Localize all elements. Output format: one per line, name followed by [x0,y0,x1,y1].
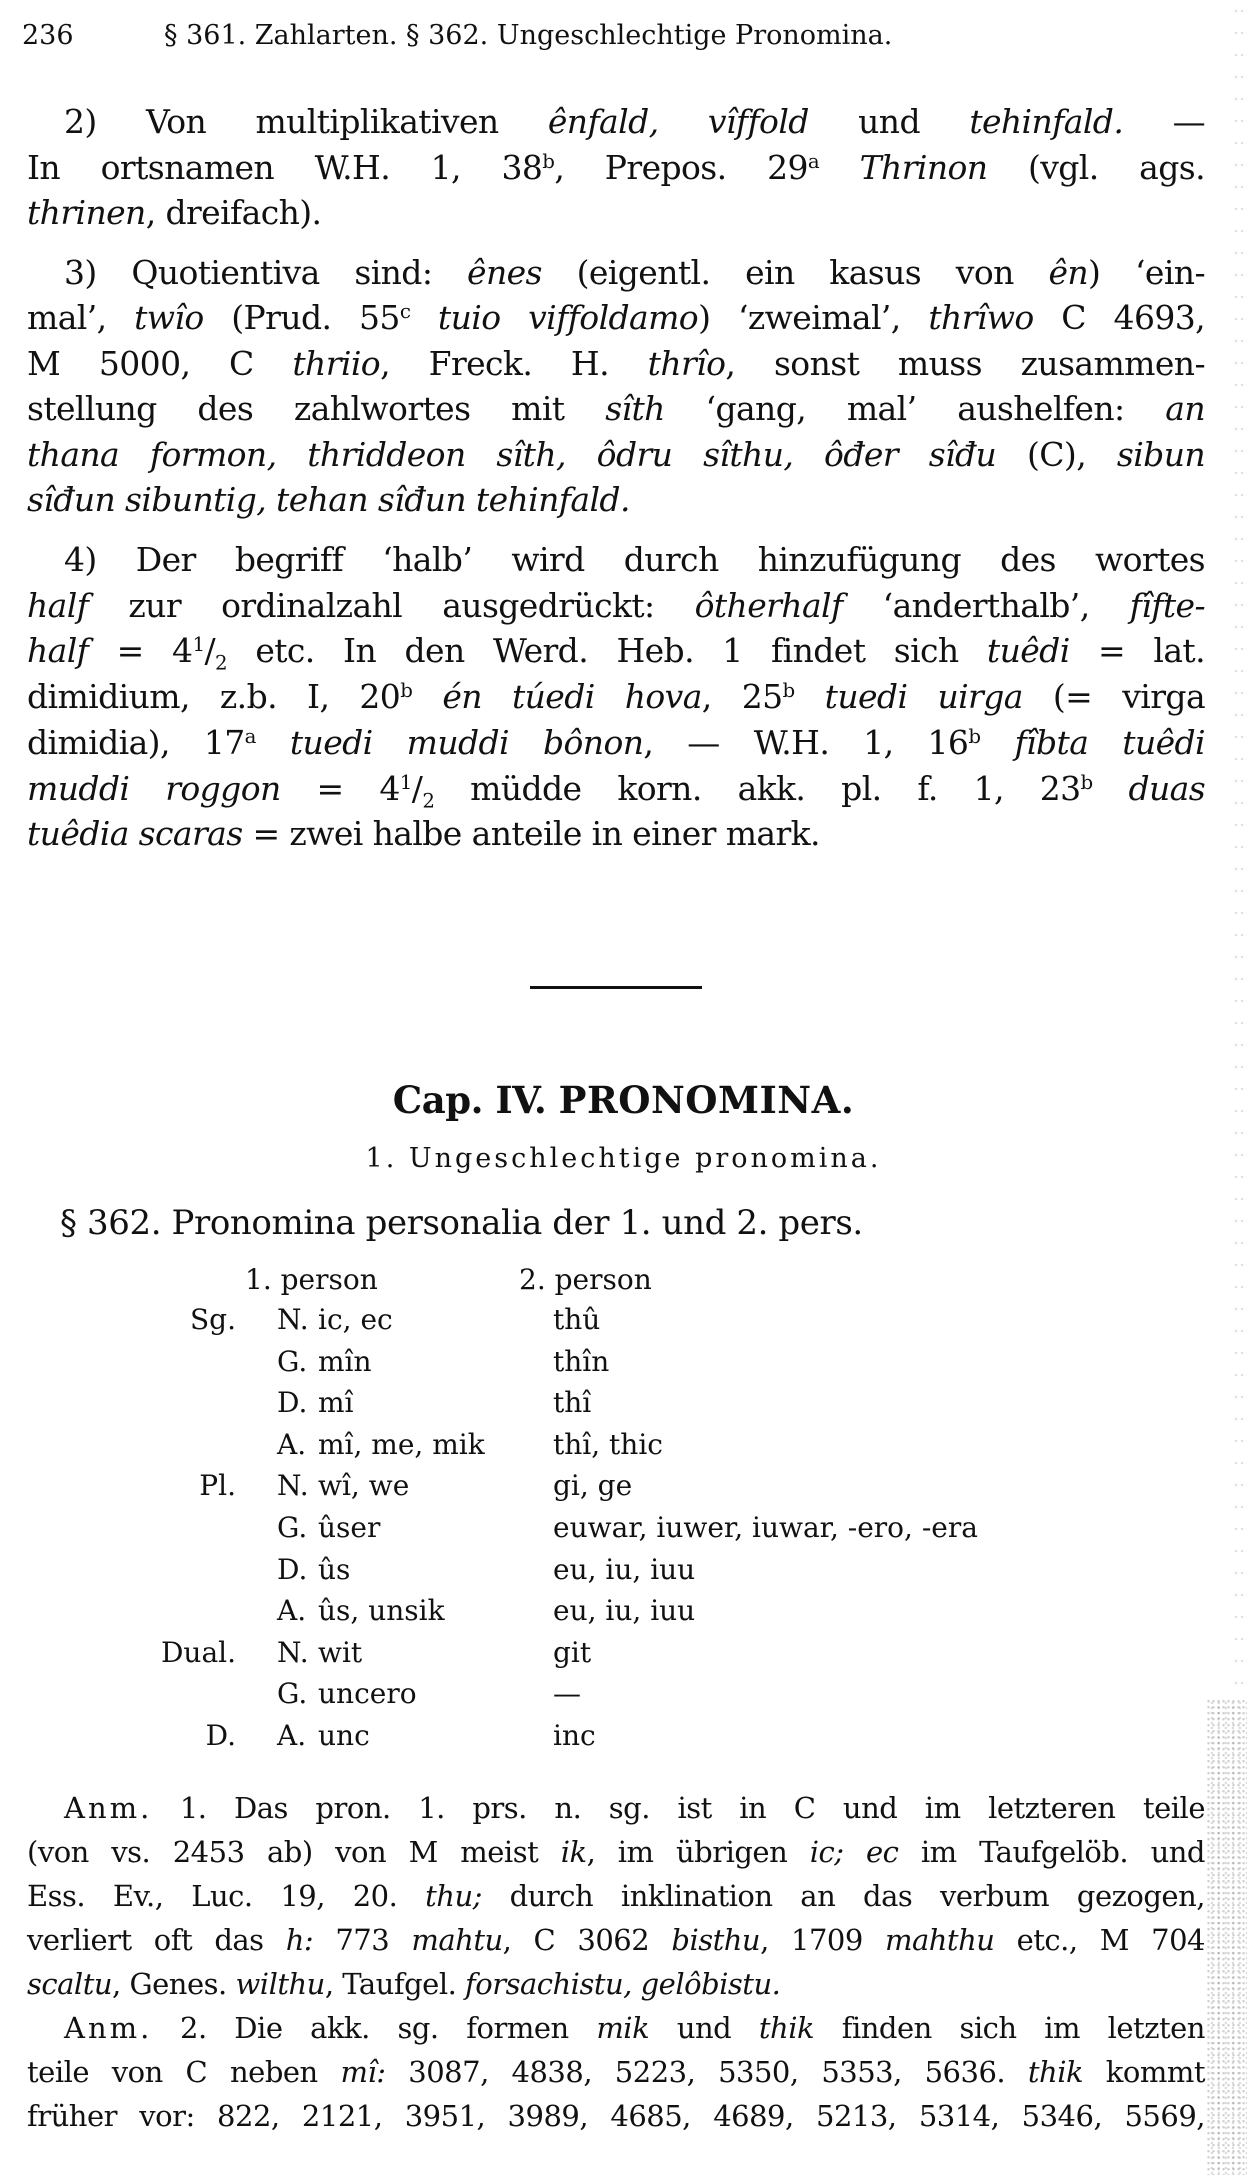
section-heading: § 362. Pronomina personalia der 1. und 2. pers. [60,1203,863,1243]
first-person-form: mî [318,1386,354,1420]
first-person-form: uncero [318,1677,417,1711]
para4-line5: dimidia), 17$^a$ tuedi muddi bônon, — W.H. 1, 16$^b$ fîbta tuêdi [27,723,1206,762]
anm1-line1: Anm. 1. Das pron. 1. prs. n. sg. ist in C und im letzteren teile [64,1791,1205,1825]
second-person-form: inc [553,1719,596,1752]
second-person-form: git [553,1635,592,1669]
first-person-form: mî, me, mik [318,1427,485,1461]
chapter-subtitle: 1. Ungeschlechtige pronomina. [365,1143,882,1174]
row-group-label: Pl. [199,1469,236,1503]
row-case-label: N. [277,1635,309,1669]
anm2-line1: Anm. 2. Die akk. sg. formen mik und thik finden sich im letzten [64,2011,1205,2045]
row-group-label: D. [205,1719,236,1752]
row-case-label: A. [277,1719,307,1752]
second-person-form: thî, thic [553,1427,663,1461]
first-person-form: ûs [318,1552,351,1586]
second-person-form: thîn [553,1344,610,1378]
para4-line7: tuêdia scaras = zwei halbe anteile in einer mark. [27,814,820,853]
para2-line3: thrinen, dreifach). [27,193,322,232]
chapter-title: Cap. IV. PRONOMINA. [392,1078,855,1122]
para2-line1: 2) Von multiplikativen ênfald, vîffold und tehinfald. — [64,102,1205,141]
first-person-form: ûs, unsik [318,1594,445,1628]
column-header-1st-person: 1. person [245,1263,378,1296]
column-header-2nd-person: 2. person [519,1263,652,1296]
para3-line6: sîđun sibuntig, tehan sîđun tehinfald. [27,480,630,519]
first-person-form: wî, we [318,1469,410,1503]
second-person-form: gi, ge [553,1469,633,1503]
second-person-form: thî [553,1386,592,1420]
anm1-line3: Ess. Ev., Luc. 19, 20. thu; durch inklination an das verbum gezogen, [27,1879,1205,1913]
row-case-label: D. [277,1552,308,1586]
running-title: § 361. Zahlarten. § 362. Ungeschlechtige Pronomina. [164,20,893,51]
scan-edge-noise-bottom [1207,1700,1247,2175]
para4-line4: dimidium, z.b. I, 20$^b$ én túedi hova, 25$^b$ tuedi uirga (= virga [27,677,1206,716]
row-group-label: Dual. [160,1635,236,1669]
row-case-label: D. [277,1386,308,1420]
row-case-label: A. [277,1594,307,1628]
para3-line5: thana formon, thriddeon sîth, ôdru sîthu, ôđer sîđu (C), sibun [27,435,1206,474]
para3-line4: stellung des zahlwortes mit sîth ‘gang, mal’ aushelfen: an [27,389,1205,428]
first-person-form: mîn [318,1344,372,1378]
running-head [22,18,1202,54]
para2-line2: In ortsnamen W.H. 1, 38$^b$, Prepos. 29$^a$ Thrinon (vgl. ags. [27,148,1206,187]
section-separator-rule [530,986,702,989]
page-number: 236 [22,20,74,51]
anm1-line4: verliert oft das h: 773 mahtu, C 3062 bisthu, 1709 mahthu etc., M 704 [27,1923,1205,1957]
para4-line2: half zur ordinalzahl ausgedrückt: ôtherhalf ‘anderthalb’, fîfte- [27,586,1205,625]
second-person-form: eu, iu, iuu [553,1552,696,1586]
anm2-line2: teile von C neben mî: 3087, 4838, 5223, 5350, 5353, 5636. thik kommt [27,2055,1205,2089]
row-case-label: N. [277,1303,309,1336]
second-person-form: eu, iu, iuu [553,1594,696,1628]
row-group-label: Sg. [189,1303,236,1336]
anm1-line2: (von vs. 2453 ab) von M meist ik, im übrigen ic; ec im Taufgelöb. und [27,1835,1205,1869]
second-person-form: thû [553,1303,601,1336]
row-case-label: A. [277,1427,307,1461]
para4-line3: half = $4^1/_2$ etc. In den Werd. Heb. 1 findet sich tuêdi = lat. [27,631,1205,675]
row-case-label: G. [277,1511,308,1544]
row-case-label: G. [277,1677,308,1711]
para3-line2: mal’, twîo (Prud. 55$^c$ tuio viffoldamo) ‘zweimal’, thrîwo C 4693, [27,298,1206,337]
row-case-label: G. [277,1344,308,1378]
first-person-form: unc [318,1719,370,1752]
anm2-line3: früher vor: 822, 2121, 3951, 3989, 4685, 4689, 5213, 5314, 5346, 5569, [27,2099,1205,2133]
second-person-form: euwar, iuwer, iuwar, -ero, -era [553,1511,978,1544]
para4-line1: 4) Der begriff ‘halb’ wird durch hinzufügung des wortes [64,540,1205,579]
para3-line1: 3) Quotientiva sind: ênes (eigentl. ein kasus von ên) ‘ein- [64,253,1205,292]
anm1-line5: scaltu, Genes. wilthu, Taufgel. forsachistu, gelôbistu. [27,1967,781,2001]
scan-edge-noise [1233,0,1247,1700]
row-case-label: N. [277,1469,309,1503]
first-person-form: ic, ec [318,1303,393,1336]
para4-line6: muddi roggon = $4^1/_2$ müdde korn. akk. pl. f. 1, 23$^b$ duas [27,769,1206,813]
second-person-form: — [553,1677,581,1711]
para3-line3: M 5000, C thriio, Freck. H. thrîo, sonst muss zusammen- [27,344,1205,383]
first-person-form: wit [318,1635,363,1669]
first-person-form: ûser [318,1511,381,1544]
